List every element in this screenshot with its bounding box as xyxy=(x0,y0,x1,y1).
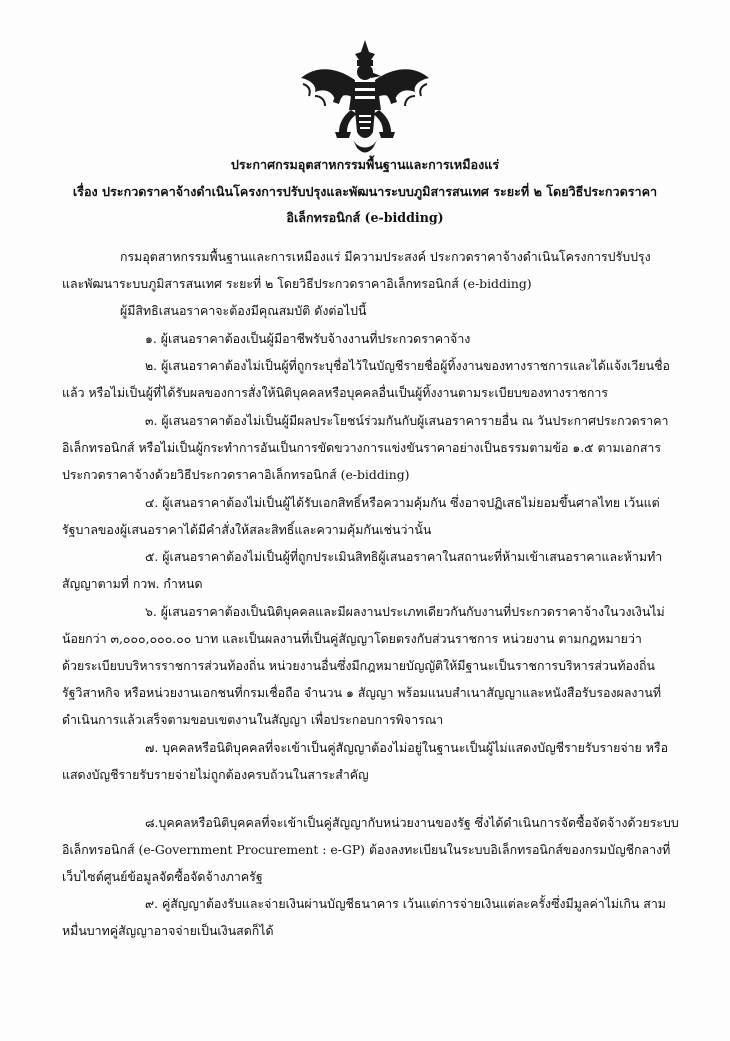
subject-line-1: เรื่อง ประกวดราคาจ้างดำเนินโครงการปรับปรุงและพัฒนาระบบภูมิสารสนเทศ ระยะที่ ๒ โดยวิธีประกวดราคา xyxy=(72,184,658,199)
item-3-line-3: ประกวดราคาจ้างด้วยวิธีประกวดราคาอิเล็กทรอนิกส์ (e-bidding) xyxy=(62,467,410,482)
item-2-line-1: ๒. ผู้เสนอราคาต้องไม่เป็นผู้ที่ถูกระบุชื่อไว้ในบัญชีรายชื่อผู้ทิ้งงานของทางราชการและได้แจ้งเวียนชื่อ xyxy=(145,358,670,373)
item-5-line-1: ๕. ผู้เสนอราคาต้องไม่เป็นผู้ที่ถูกประเมินสิทธิผู้เสนอราคาในสถานะที่ห้ามเข้าเสนอราคาและห้ามทำ xyxy=(145,549,663,564)
page-title: ประกาศกรมอุตสาหกรรมพื้นฐานและการเหมืองแร่ xyxy=(230,157,500,172)
subject-line-2: อิเล็กทรอนิกส์ (e-bidding) xyxy=(286,210,444,225)
item-6-line-3: ด้วยระเบียบบริหารราชการส่วนท้องถิ่น หน่วยงานอื่นซึ่งมีกฎหมายบัญญัติให้มีฐานะเป็นราชการบริหารส่วนท้องถิ่น xyxy=(62,658,656,673)
intro-line-1: กรมอุตสาหกรรมพื้นฐานและการเหมืองแร่ มีความประสงค์ ประกวดราคาจ้างดำเนินโครงการปรับปรุง xyxy=(120,249,651,264)
item-7-line-2: แสดงบัญชีรายรับรายจ่ายไม่ถูกต้องครบถ้วนในสาระสำคัญ xyxy=(62,767,369,782)
item-1-line-1: ๑. ผู้เสนอราคาต้องเป็นผู้มีอาชีพรับจ้างงานที่ประกวดราคาจ้าง xyxy=(145,331,471,346)
item-2-line-2: แล้ว หรือไม่เป็นผู้ที่ได้รับผลของการสั่งให้นิติบุคคลหรือบุคคลอื่นเป็นผู้ทิ้งงานตามระเบียบของทางราชการ xyxy=(62,385,608,400)
item-5-line-2: สัญญาตามที่ กวพ. กำหนด xyxy=(62,576,203,591)
item-4-line-1: ๔. ผู้เสนอราคาต้องไม่เป็นผู้ได้รับเอกสิทธิ์หรือความคุ้มกัน ซึ่งอาจปฏิเสธไม่ยอมขึ้นศาลไทย เว้นแต่ xyxy=(145,495,660,510)
garuda-emblem-icon xyxy=(295,36,435,154)
item-3-line-1: ๓. ผู้เสนอราคาต้องไม่เป็นผู้มีผลประโยชน์ร่วมกันกับผู้เสนอราคารายอื่น ณ วันประกาศประกวดราคา xyxy=(145,413,669,428)
item-8-line-1: ๘.บุคคลหรือนิติบุคคลที่จะเข้าเป็นคู่สัญญากับหน่วยงานของรัฐ ซึ่งได้ดำเนินการจัดซื้อจัดจ้างด้วยระบบ xyxy=(145,815,679,830)
item-3-line-2: อิเล็กทรอนิกส์ หรือไม่เป็นผู้กระทำการอันเป็นการขัดขวางการแข่งขันราคาอย่างเป็นธรรมตามข้อ ๑.๕ ตามเอกสาร xyxy=(62,440,662,455)
item-9-line-2: หมื่นบาทคู่สัญญาอาจจ่ายเป็นเงินสดก็ได้ xyxy=(62,923,274,938)
item-4-line-2: รัฐบาลของผู้เสนอราคาได้มีคำสั่งให้สละสิทธิ์และความคุ้มกันเช่นว่านั้น xyxy=(62,522,432,537)
item-6-line-5: ดำเนินการแล้วเสร็จตามขอบเขตงานในสัญญา เพื่อประกอบการพิจารณา xyxy=(62,712,444,727)
item-8-line-2: อิเล็กทรอนิกส์ (e-Government Procurement : e-GP) ต้องลงทะเบียนในระบบอิเล็กทรอนิกส์ของกรมบัญชีกลางที่ xyxy=(62,842,671,857)
item-8-line-3: เว็บไซต์ศูนย์ข้อมูลจัดซื้อจัดจ้างภาครัฐ xyxy=(62,869,263,884)
item-6-line-1: ๖. ผู้เสนอราคาต้องเป็นนิติบุคคลและมีผลงานประเภทเดียวกันกับงานที่ประกวดราคาจ้างในวงเงินไม่ xyxy=(145,604,665,619)
item-9-line-1: ๙. คู่สัญญาต้องรับและจ่ายเงินผ่านบัญชีธนาคาร เว้นแต่การจ่ายเงินแต่ละครั้งซึ่งมีมูลค่าไม่เกิน สาม xyxy=(145,896,666,911)
item-6-line-4: รัฐวิสาหกิจ หรือหน่วยงานเอกชนที่กรมเชื่อถือ จำนวน ๑ สัญญา พร้อมแนบสำเนาสัญญาและหนังสือรับรองผลงานที่ xyxy=(62,685,662,700)
intro-line-2: และพัฒนาระบบภูมิสารสนเทศ ระยะที่ ๒ โดยวิธีประกวดราคาอิเล็กทรอนิกส์ (e-bidding) xyxy=(62,276,532,291)
qualifications-heading: ผู้มีสิทธิเสนอราคาจะต้องมีคุณสมบัติ ดังต่อไปนี้ xyxy=(120,303,367,318)
item-6-line-2: น้อยกว่า ๓,๐๐๐,๐๐๐.๐๐ บาท และเป็นผลงานที่เป็นคู่สัญญาโดยตรงกับส่วนราชการ หน่วยงาน ตามกฎหมายว่า xyxy=(62,631,642,646)
item-7-line-1: ๗. บุคคลหรือนิติบุคคลที่จะเข้าเป็นคู่สัญญาต้องไม่อยู่ในฐานะเป็นผู้ไม่แสดงบัญชีรายรับรายจ่าย หรือ xyxy=(145,740,669,755)
